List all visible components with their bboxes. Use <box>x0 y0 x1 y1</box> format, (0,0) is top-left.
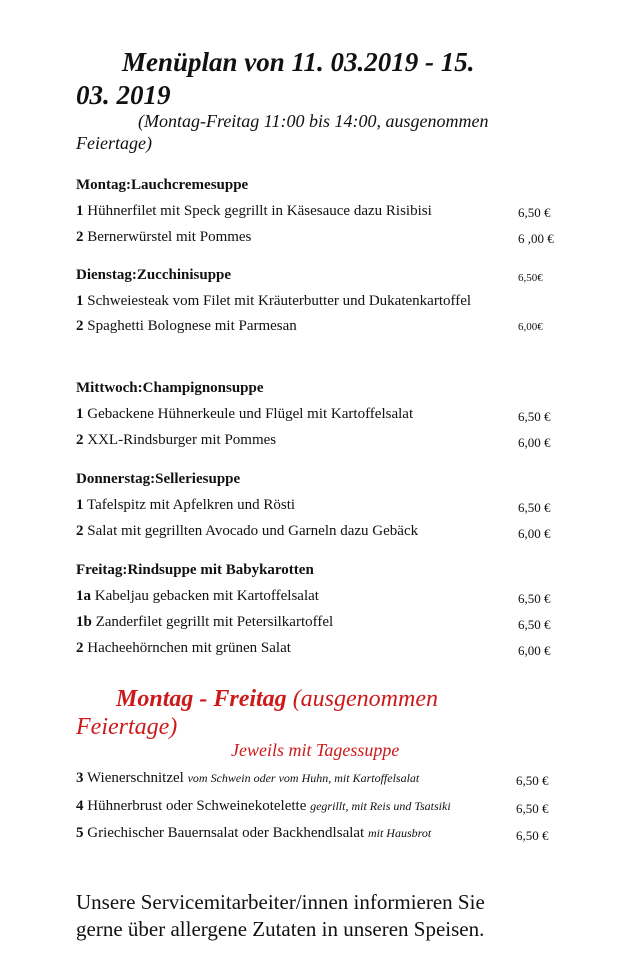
dish-item: 2 Bernerwürstel mit Pommes <box>76 229 252 245</box>
dish-price: 6,50 € <box>518 617 551 632</box>
dish-price: 6,00 € <box>518 526 551 541</box>
dish-item: 2 Hacheehörnchen mit grünen Salat <box>76 640 291 656</box>
weekly-subtitle: Jeweils mit Tagessuppe <box>231 740 400 760</box>
dish-price: 6,50 € <box>518 205 551 220</box>
dish-price: 6,50 € <box>518 500 551 515</box>
dish-price: 6,00€ <box>518 321 543 333</box>
dish-item: 2 Spaghetti Bolognese mit Parmesan <box>76 318 297 334</box>
opening-hours-line2: Feiertage) <box>76 133 152 153</box>
opening-hours-line1: (Montag-Freitag 11:00 bis 14:00, ausgenommen <box>138 111 489 131</box>
dish-price: 6,50 € <box>516 801 549 816</box>
dish-item: 1 Gebackene Hühnerkeule und Flügel mit Kartoffelsalat <box>76 406 414 422</box>
dish-item: 4 Hühnerbrust oder Schweinekotelette gegrillt, mit Reis und Tsatsiki <box>76 798 451 814</box>
dish-price: 6 ,00 € <box>518 231 554 246</box>
dish-item: 1 Schweiesteak vom Filet mit Kräuterbutter und Dukatenkartoffel <box>76 293 472 309</box>
dish-price: 6,00 € <box>518 643 551 658</box>
weekly-title-line1: Montag - Freitag (ausgenommen <box>116 686 438 712</box>
menu-title-line2: 03. 2019 <box>76 80 171 110</box>
dish-item: 1a Kabeljau gebacken mit Kartoffelsalat <box>76 588 319 604</box>
day-heading-tuesday: Dienstag:Zucchinisuppe <box>76 267 232 283</box>
menu-title-line1: Menüplan von 11. 03.2019 - 15. <box>122 47 475 77</box>
dish-item: 5 Griechischer Bauernsalat oder Backhendlsalat mit Hausbrot <box>76 825 432 841</box>
dish-price: 6,50 € <box>516 773 549 788</box>
day-heading-wednesday: Mittwoch:Champignonsuppe <box>76 380 264 396</box>
dish-item: 1b Zanderfilet gegrillt mit Petersilkartoffel <box>76 614 334 630</box>
day-heading-thursday: Donnerstag:Selleriesuppe <box>76 471 241 487</box>
dish-price: 6,50 € <box>518 409 551 424</box>
allergen-notice-line2: gerne über allergene Zutaten in unseren Speisen. <box>76 917 485 941</box>
dish-price: 6,50 € <box>518 591 551 606</box>
dish-price: 6,50 € <box>516 828 549 843</box>
dish-item: 2 Salat mit gegrillten Avocado und Garneln dazu Gebäck <box>76 523 419 539</box>
dish-item: 1 Tafelspitz mit Apfelkren und Rösti <box>76 497 296 513</box>
dish-price: 6,50€ <box>518 272 543 284</box>
dish-price: 6,00 € <box>518 435 551 450</box>
dish-item: 1 Hühnerfilet mit Speck gegrillt in Käsesauce dazu Risibisi <box>76 203 432 219</box>
allergen-notice-line1: Unsere Servicemitarbeiter/innen informieren Sie <box>76 890 485 914</box>
dish-item: 2 XXL-Rindsburger mit Pommes <box>76 432 277 448</box>
weekly-title-line2: Feiertage) <box>76 714 178 740</box>
dish-item: 3 Wienerschnitzel vom Schwein oder vom Huhn, mit Kartoffelsalat <box>76 770 420 786</box>
day-heading-friday: Freitag:Rindsuppe mit Babykarotten <box>76 562 314 578</box>
day-heading-monday: Montag:Lauchcremesuppe <box>76 177 249 193</box>
